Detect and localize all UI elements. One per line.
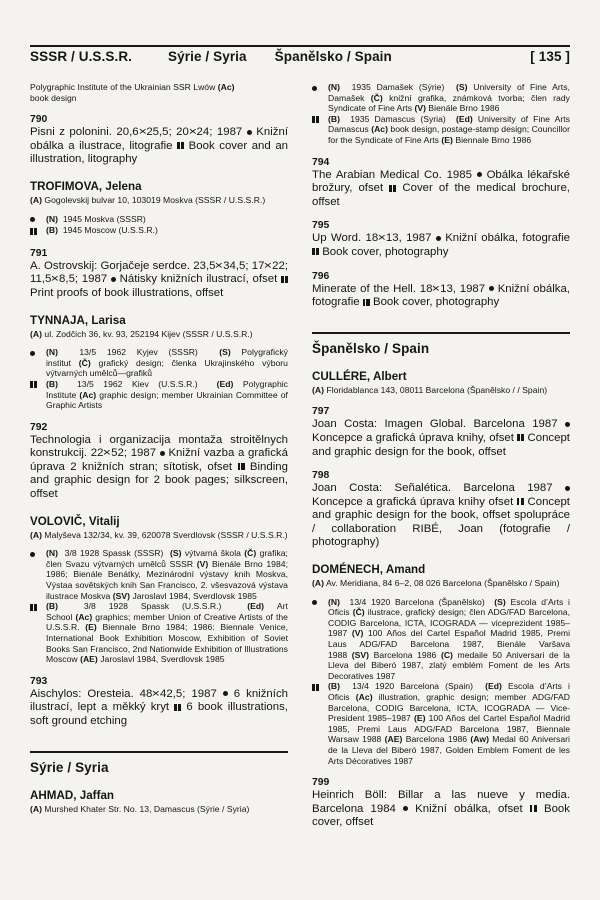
person-firstname: Vitalij [88, 514, 120, 528]
times-sign: × [138, 126, 147, 139]
cv-tag-b: (B) [328, 113, 340, 124]
cv-text: 13/5 1962 Kiev (U.S.S.R.) [76, 378, 198, 389]
item-number: 796 [312, 270, 330, 282]
section-syria [30, 751, 288, 815]
book-square-icon [517, 434, 524, 441]
cv-text: book design, postage-stamp design; Councillor for the Syndicate of Fine Arts [328, 124, 570, 145]
cv-text: 1935 Damascus (Syria) [350, 113, 446, 124]
item-number: 791 [30, 247, 48, 259]
running-head-country-syria: Sýrie / Syria [168, 49, 247, 64]
continued-address-block [30, 82, 288, 103]
person-cv-block [30, 548, 288, 665]
address-text: Av. Meridiana, 84 6–2, 08 026 Barcelona (Španělsko / Spain) [325, 578, 560, 589]
bullet-dot-icon [565, 486, 570, 491]
entry-text-a: A. Ostrovskij: Gorjačeje serdce. 23,5 [30, 259, 216, 272]
running-head [30, 49, 570, 71]
item-number: 790 [30, 114, 48, 126]
book-square-icon [312, 681, 328, 693]
cv-text: illustration, graphic design; member ADG/FAD Barcelona, CODIG Barcelona, ICTA, ICOGRADA — Vice-President 1985–1987 [328, 692, 570, 724]
cv-text: 100 Años del Cartel Español Madrid 1985, Premi Laus ADG/FAD Barcelona 1987, Bienále Varšava 1988 [328, 628, 570, 660]
cv-text: Barcelona 1986 [405, 734, 468, 745]
entry-text-a: Aischylos: Oresteia. 48 [30, 687, 153, 700]
person-address [312, 385, 570, 396]
address-text: Malyševa 132/34, kv. 39, 620078 Sverdlovsk (SSSR / U.S.S.R.) [44, 529, 288, 540]
cv-tag-ae: (AE) [80, 654, 98, 665]
cv-tag-e: (E) [413, 713, 426, 724]
entry-text-b: 25,5; 20 [146, 126, 189, 139]
cv-tag-c: (Č) [244, 548, 257, 559]
cv-tag-sv: (SV) [112, 590, 131, 601]
cv-tag-b: (B) [328, 681, 340, 692]
entry-text-c: 22; 11,5 [30, 259, 288, 286]
person-heading-volovic [30, 515, 288, 529]
person-address [30, 329, 288, 340]
cv-tag-ed: (Ed) [455, 113, 473, 124]
entry-text-en: Concept and graphic design for the book, offset [312, 431, 570, 458]
cv-line-text [46, 225, 288, 236]
bullet-dot-icon [312, 82, 328, 94]
catalog-entry-793 [30, 688, 288, 729]
cv-tag-v: (V) [196, 558, 209, 569]
entry-text-cs: Obálka lékařské brožury, ofset [312, 168, 570, 195]
cv-text: Medal 60 Aniversari de la Lleva del Biberó 1987, Golden Emblem Foment de les Arts Décoratives 1987 [328, 734, 570, 766]
entry-text-en: Book cover, photography [322, 245, 449, 258]
entry-text-c: 24; 1987 [196, 126, 243, 139]
section-rule [312, 332, 570, 334]
entry-text-cs: Koncepce a grafická úprava knihy ofset [312, 495, 514, 508]
entry-text-cs: Knižní vazba a grafická úprava 2 knižních stran; sítotisk, ofset [30, 447, 288, 473]
cv-tag-sv: (SV) [351, 649, 370, 660]
running-head-country-spain: Španělsko / Spain [274, 49, 392, 64]
person-surname: VOLOVIČ, [30, 514, 86, 528]
entry-text-cs: Knižní obálka a ilustrace, litografie [30, 126, 288, 152]
book-square-icon [389, 185, 396, 192]
cv-text: 3/8 1928 Spassk (SSSR) [64, 548, 164, 559]
cv-line-cs [30, 548, 288, 601]
entry-text-a: Pisni z polonini. 20,6 [30, 126, 139, 139]
cv-text: Art School [46, 601, 288, 622]
book-square-icon [517, 498, 524, 505]
bullet-dot-icon [160, 451, 165, 456]
cv-tag-e: (E) [85, 622, 97, 633]
cv-text: graphics; member Union of Creative Artists of the U.S.S.R. [46, 611, 288, 633]
entry-text-en: 6 book illustrations, soft ground etching [30, 701, 288, 727]
cv-text: 13/4 1920 Barcelona (Španělsko) [349, 596, 485, 607]
entry-text-en: Book cover, photography [372, 296, 500, 309]
cv-tag-b: (B) [46, 225, 58, 236]
entry-collaboration: spolupráce / collaboration RIBÉ, Joan (fotografie / photography) [312, 509, 570, 549]
cv-tag-s: (S) [219, 347, 231, 358]
cv-line-text [46, 347, 288, 379]
cv-tag-s: (S) [455, 82, 468, 92]
catalog-entry-794 [312, 169, 570, 210]
cv-text: Escola d’Arts i Oficis [328, 596, 570, 618]
column-right [312, 82, 570, 830]
cv-tag-e: (E) [441, 134, 453, 145]
catalog-entry-792 [30, 434, 288, 502]
section-rule [30, 751, 288, 753]
book-square-icon [363, 299, 370, 306]
catalog-entry-795 [312, 232, 570, 259]
item-number: 792 [30, 421, 48, 433]
item-number: 793 [30, 675, 48, 687]
cv-tag-n: (N) [46, 213, 58, 224]
bullet-dot-icon [30, 347, 46, 359]
person-firstname: Albert [372, 369, 407, 383]
column-left [30, 82, 288, 814]
person-firstname: Larisa [91, 313, 126, 327]
cv-tag-ed: (Ed) [485, 681, 502, 692]
cv-text: Polygraphic Institute [46, 378, 288, 400]
book-square-icon [30, 379, 46, 391]
cv-text: Barcelona 1986 [373, 649, 437, 660]
book-square-icon [312, 248, 319, 255]
person-firstname: Jaffan [79, 788, 115, 802]
cv-line-cs [312, 82, 570, 114]
item-number: 797 [312, 406, 330, 418]
person-heading-ahmad [30, 789, 288, 803]
item-number: 799 [312, 777, 330, 789]
section-title-syria: Sýrie / Syria [30, 759, 109, 775]
entry-text-cs: Nátisky knižních ilustrací, ofset [119, 273, 278, 286]
cv-tag-c: (Č) [370, 92, 383, 103]
cv-line-cs [312, 597, 570, 682]
person-address [30, 804, 288, 815]
entry-text-a: Heinrich Böll: Billar a las nueve y media. Barcelona 1984 [312, 789, 570, 815]
cv-text: grafika; člen Svazu výtvarných umělců SSSR [46, 548, 288, 569]
entry-text-en: Cover of the medical brochure, offset [312, 182, 570, 208]
item-number: 795 [312, 220, 330, 232]
person-heading-trofimova [30, 180, 288, 194]
entry-text-cs: Koncepce a grafická úprava knihy, ofset [312, 431, 514, 444]
continued-line-1: Polygraphic Institute of the Ukrainian SSR Lwów [30, 82, 216, 92]
running-head-country-ussr: SSSR / U.S.S.R. [30, 49, 133, 64]
cv-text: Escola d’Arts i Oficis [328, 681, 570, 702]
person-heading-domenech [312, 563, 570, 577]
entry-text-en: Book cover, offset [312, 802, 570, 829]
cv-text: grafický design; členka Ukrajinského výboru výtvarných umělců—grafiků [46, 357, 288, 379]
entry-text-cs: Knižní obálka, ofset [415, 802, 523, 815]
cv-line-text [328, 114, 570, 146]
bullet-dot-icon [403, 806, 408, 811]
times-sign: × [188, 126, 197, 139]
entry-text-a: Joan Costa: Imagen Global. Barcelona 1987 [312, 418, 558, 431]
cv-tag-aw: (Aw) [470, 734, 489, 745]
cv-tag-s: (S) [494, 596, 506, 607]
person-firstname: Amand [385, 563, 426, 577]
cv-text: knižní grafika, známková tvorba; člen rady Syndicate of Fine Arts [328, 92, 570, 114]
book-square-icon [30, 601, 46, 613]
cv-line-cs [30, 214, 288, 226]
cv-text: 3/8 1928 Spassk (U.S.S.R.) [83, 601, 222, 612]
page-folio: [ 135 ] [530, 49, 570, 64]
section-spain [312, 332, 570, 830]
person-surname: AHMAD, [30, 788, 77, 802]
book-square-icon [174, 704, 181, 711]
person-surname: TROFIMOVA, [30, 179, 103, 193]
times-sign: × [377, 232, 387, 245]
address-text: Murshed Khater Str. No. 13, Damascus (Sýrie / Syria) [44, 803, 250, 814]
entry-text-a: Up Word. 18 [312, 232, 379, 245]
bullet-dot-icon [565, 422, 570, 427]
catalog-entry-796 [312, 283, 570, 310]
cv-text: ilustrace, grafický design; člen ADG/FAD Barcelona, CODIG Barcelona, ICTA, ICOGRADA — viceprezident 1985–1987 [328, 607, 570, 639]
cv-tag-c: (Č) [352, 607, 365, 618]
entry-text-d: 8,5; 1987 [59, 273, 108, 286]
cv-line-en [30, 379, 288, 411]
running-head-rule [30, 45, 570, 47]
item-number: 794 [312, 156, 330, 168]
cv-tag-ae: (AE) [384, 734, 403, 745]
person-firstname: Jelena [105, 179, 142, 193]
address-tag: (A) [312, 384, 324, 395]
catalog-entry-797 [312, 418, 570, 459]
bullet-dot-icon [436, 236, 441, 241]
cv-text: 1945 Moscow (U.S.S.R.) [62, 225, 158, 236]
bullet-dot-icon [489, 286, 494, 291]
cv-text: Jaroslavl 1984, Sverdlovsk 1985 [100, 654, 225, 665]
address-tag: (A) [30, 194, 42, 205]
address-tag: (A) [30, 803, 42, 814]
cv-text: graphic design; member Ukrainian Committee of Graphic Artists [46, 389, 288, 411]
bullet-dot-icon [223, 691, 228, 696]
cv-tag-ac: (Ac) [79, 389, 97, 400]
bullet-dot-icon [111, 277, 116, 282]
cv-tag-b: (B) [46, 601, 58, 612]
catalog-entry-798 [312, 482, 570, 550]
catalog-entry-790 [30, 126, 288, 167]
entry-text-a: Joan Costa: Señalética. Barcelona 1987 [312, 482, 553, 495]
person-address [312, 578, 570, 589]
cv-text: Bienále Brno 1986 [428, 103, 500, 114]
cv-text: 13/4 1920 Barcelona (Spain) [352, 681, 473, 692]
bullet-dot-icon [30, 214, 46, 226]
cv-line-text [328, 82, 570, 114]
continued-tag-ac: (Ac) [217, 82, 235, 92]
cv-line-en [312, 681, 570, 766]
address-text: ul. Zodčich 36, kv. 93, 252194 Kijev (SSSR / U.S.S.R.) [44, 328, 253, 339]
cv-text: University of Fine Arts, Damašek [328, 82, 570, 103]
cv-tag-n: (N) [328, 82, 340, 92]
cv-tag-c: (Č) [78, 357, 91, 368]
cv-text: Jaroslavl 1984, Sverdlovsk 1985 [132, 590, 257, 601]
cv-tag-b: (B) [46, 378, 58, 389]
continued-line-2: book design [30, 92, 77, 103]
entry-text-b: 42,5; 1987 [160, 687, 217, 700]
cv-tag-ed: (Ed) [216, 378, 234, 389]
person-address [30, 195, 288, 206]
times-sign: × [215, 259, 224, 272]
entry-text-b: 13, 1987 [440, 282, 486, 295]
address-tag: (A) [312, 578, 324, 589]
entry-text-b: 13, 1987 [385, 232, 432, 245]
times-sign: × [152, 687, 161, 700]
cv-tag-v: (V) [351, 628, 364, 639]
cv-line-text [328, 681, 570, 766]
cv-tag-n: (N) [328, 596, 340, 607]
cv-tag-ac: (Ac) [371, 124, 388, 135]
cv-text: Polygrafický institut [46, 347, 288, 368]
cv-text: 1935 Damašek (Sýrie) [351, 82, 445, 92]
cv-tag-ed: (Ed) [247, 601, 264, 612]
item-number: 798 [312, 470, 330, 482]
cv-text: 1945 Moskva (SSSR) [62, 213, 146, 224]
cv-tag-n: (N) [46, 347, 58, 358]
person-surname: TYNNAJA, [30, 313, 89, 327]
cv-tag-n: (N) [46, 548, 58, 559]
cv-tag-s: (S) [170, 548, 182, 559]
person-heading-cullere [312, 370, 570, 384]
continued-cv-block [312, 82, 570, 146]
entry-text-b: 52; 1987 [111, 447, 157, 460]
bullet-dot-icon [30, 548, 46, 560]
cv-text: Biennale Brno 1986 [455, 134, 532, 145]
cv-line-en [30, 601, 288, 665]
entry-text-cs: Knižní obálka, fotografie [445, 232, 570, 245]
cv-line-text [46, 379, 288, 411]
cv-tag-c2: (C) [440, 649, 453, 660]
times-sign: × [264, 259, 273, 272]
cv-tag-v: (V) [414, 103, 426, 114]
cv-line-text [46, 601, 288, 665]
cv-line-cs [30, 347, 288, 379]
section-title-spain: Španělsko / Spain [312, 340, 430, 356]
cv-line-text [46, 214, 288, 225]
book-square-icon [530, 805, 537, 812]
cv-text: 13/5 1962 Kyjev (SSSR) [79, 347, 198, 358]
address-text: Gogolevskij bulvar 10, 103019 Moskva (SSSR / U.S.S.R.) [44, 194, 266, 205]
times-sign: × [51, 273, 60, 286]
address-tag: (A) [30, 529, 42, 540]
entry-text-en: Concept and graphic design for the book, offset [312, 495, 570, 522]
address-tag: (A) [30, 328, 42, 339]
cv-tag-ac: (Ac) [75, 611, 93, 622]
address-text: Floridablanca 143, 08011 Barcelona (Španělsko / / Spain) [326, 384, 548, 395]
bullet-dot-icon [247, 130, 252, 135]
cv-tag-ac: (Ac) [355, 692, 373, 702]
book-square-icon [177, 142, 184, 149]
book-square-icon [238, 463, 245, 470]
cv-line-en [312, 114, 570, 146]
entry-text-a: The Arabian Medical Co. 1985 [312, 168, 472, 181]
times-sign: × [432, 282, 441, 295]
cv-line-text [46, 548, 288, 601]
person-cv-block [30, 347, 288, 411]
cv-text: Bienále Brno 1984; 1986; Bienále Benátky, Mezinárodní výstavy knih Moskva, Výstaa sovětských knih San Francisco, 2. všesvazová výstava ilustrace Moskva [46, 558, 288, 601]
cv-text: 100 Años del Cartel Español Madrid 1985, Premi Laus ADG/FAD Barcelona 1987, Biennale Warsaw 1988 [328, 713, 570, 745]
person-surname: CULLÉRE, [312, 369, 371, 383]
person-surname: DOMÉNECH, [312, 563, 384, 577]
cv-text: medaile 50 Aniversari de la Lleva del Biberó 1987, zlatý emblém Foment de les Arts Decoratives 1987 [328, 649, 570, 681]
entry-text-cs: 6 knižních ilustrací, lept a měkký kryt [30, 687, 288, 714]
entry-text-b: 34,5; 17 [223, 259, 265, 272]
cv-text: University of Fine Arts Damascus [328, 113, 570, 135]
catalog-entry-791 [30, 260, 288, 301]
cv-text: výtvarná škola [184, 548, 241, 559]
bullet-dot-icon [312, 597, 328, 609]
person-cv-block [30, 214, 288, 237]
times-sign: × [103, 447, 112, 460]
entry-text-a: Technologia i organizacija montaža stroitělnych konstrukcij. 22 [30, 433, 288, 460]
entry-text-a: Minerate of the Hell. 18 [312, 282, 433, 295]
book-square-icon [30, 225, 46, 237]
catalog-entry-799 [312, 789, 570, 830]
person-address [30, 530, 288, 541]
entry-text-en: Book cover and an illustration, litography [30, 139, 289, 166]
entry-text-cs: Knižní obálka, fotografie [312, 282, 570, 309]
cv-text: Biennale Brno 1984; 1986: Biennale Venice, International Book Exhibition Moscow, Exhibition of Soviet Books San Francisco, 2nd Nationwide Exhibition of Illustrations Moscow [46, 622, 288, 665]
person-cv-block [312, 597, 570, 767]
cv-line-en [30, 225, 288, 237]
cv-line-text [328, 597, 570, 682]
entry-text-en: Binding and graphic design for 2 book pages; silkscreen, offset [30, 460, 288, 501]
book-square-icon [312, 114, 328, 126]
bullet-dot-icon [477, 172, 482, 177]
person-heading-tynnaja [30, 314, 288, 328]
book-square-icon [281, 276, 288, 283]
entry-text-en: Print proofs of book illustrations, offset [30, 286, 224, 299]
